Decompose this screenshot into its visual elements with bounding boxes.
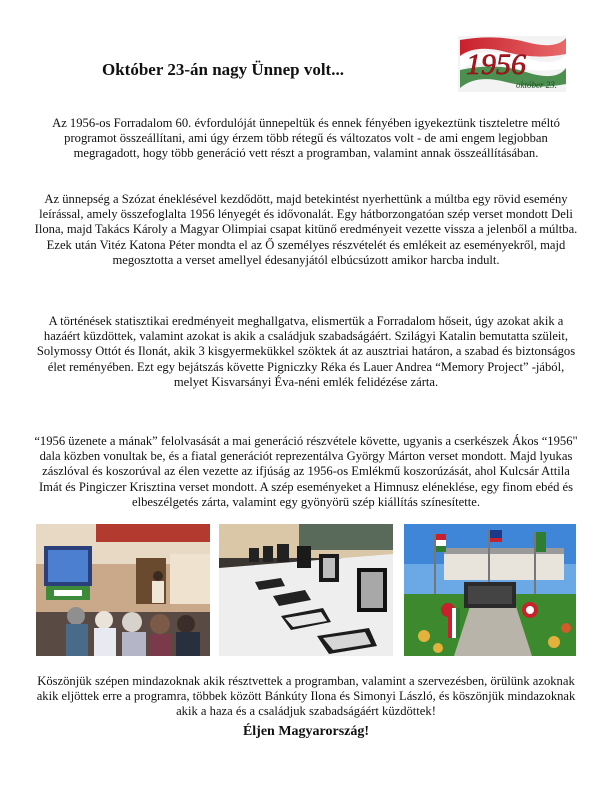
paragraph-youth: “1956 üzenete a mának” felolvasását a mai generáció részvétele követte, ugyanis a cserkészek Ákos “1956" dala közben vonultak be, és a fiatal generációt reprezentálva György Márton verset mondott. Majd lyukas zászlóval és koszorúval az élen vezette az ifjúság az 1956-os Emlékmű koszorúzását, ahol Kulcsár Attila Imát és Pingiczer Krisztina verset mondott. A szép eseményeket a Himnusz eléneklése, egy finom ebéd és elbeszélgetés zárta, valamint egy gyönyörü szép kiállítás színesítette. xyxy=(34,434,578,509)
paragraph-ceremony: Az ünnepség a Szózat éneklésével kezdődött, majd betekintést nyerhettünk a múltba egy rövid esemény leírással, amely összefoglalta 1956 lényegét és idővonalát. Egy hátborzongatóan szép verset mondott Deli Ilona, majd Takács Károly a Magyar Olimpiai csapat kitünő eredményeit vezette vissza a jelenből a múltba. Ezek után Vitéz Katona Péter mondta el az Ő személyes részvételét és emlékeit az eseményekről, majd megosztotta a verset amellyel édesanyjától elbúcsúzott amikor harcba indult. xyxy=(34,192,578,267)
closing-cheer: Éljen Magyarország! xyxy=(242,724,370,739)
logo-year: 1956 xyxy=(466,48,526,81)
audience-in-hall-photo xyxy=(36,524,210,656)
page-title: Október 23-án nagy Ünnep volt... xyxy=(102,60,344,79)
logo-caption: október 23. xyxy=(516,80,557,90)
1956-logo xyxy=(456,34,568,94)
framed-exhibition-photo xyxy=(219,524,393,656)
paragraph-intro: Az 1956-os Forradalom 60. évfordulóját ünnepeltük és ennek fényében igyekeztünk tiszteletre méltó programot összeállítani, ami úgy érzem több rétegű és változatos volt - de ami engem legjobban megragadott, hogy több generáció vett részt a programban, valamint annak összeállításában. xyxy=(52,116,560,161)
closing-thanks: Köszönjük szépen mindazoknak akik résztvettek a programban, valamint a szervezésben, örülünk azoknak akik eljöttek erre a programra, többek között Bánkúty Ilona és Simonyi László, és köszönjük mindazoknak akik a haza és a családjuk szabadságáért küzdöttek! xyxy=(36,674,576,719)
paragraph-heroes: A történések statisztikai eredményeit meghallgatva, elismertük a Forradalom hőseit, úgy azokat akik a hazáért küzdöttek, valamint azokat is akik a családjuk szabadságáért. Szilágyi Katalin bemutatta szüleit, Solymossy Ottót és Ilonát, akik 3 kisgyermekükkel szöktek át az ausztriai határon, a szabad és biztonságos élet reményében. Ezt egy bejátszás követte Pigniczky Réka és Lauer Andrea “Memory Project” -jából, melyet Kisvarsányi Éva-néni emlék felidézése zárta. xyxy=(36,314,576,389)
memorial-wreath-photo xyxy=(404,524,576,656)
